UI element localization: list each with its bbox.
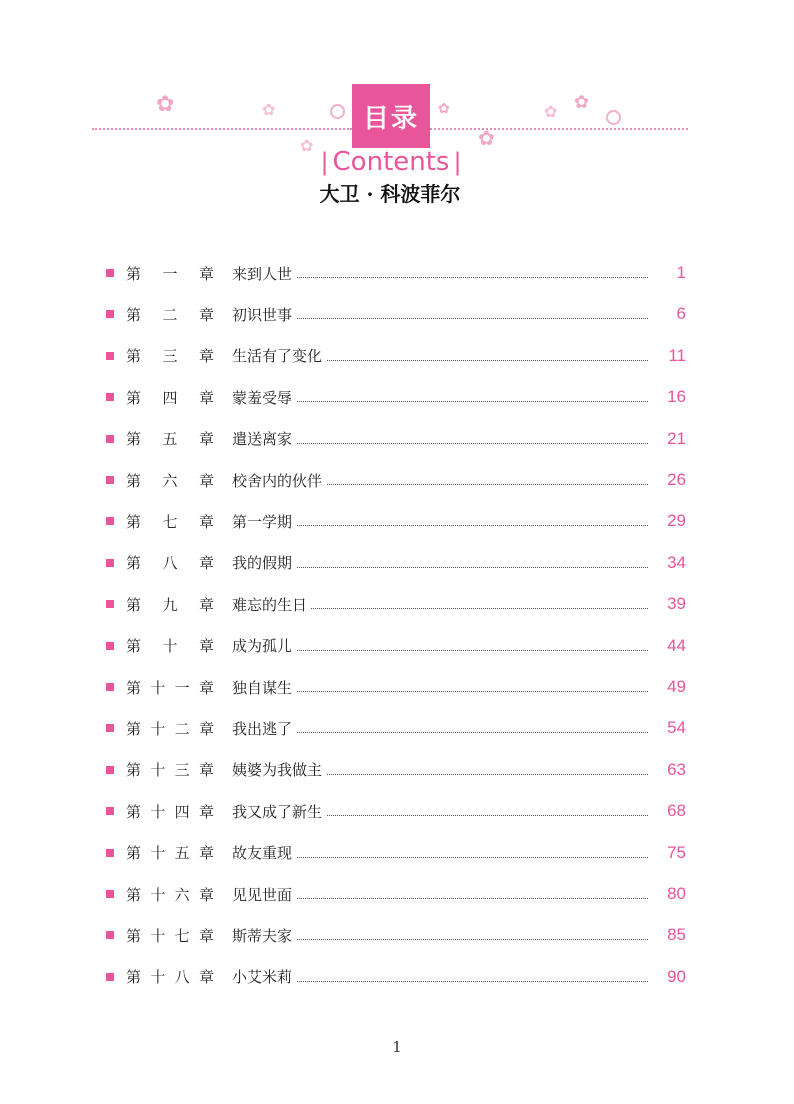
chapter-number	[126, 304, 214, 325]
chapter-title: 校舍内的伙伴	[232, 470, 326, 491]
ring-icon	[606, 110, 621, 125]
toc-entry[interactable]	[0, 838, 794, 868]
chapter-char: 十	[162, 637, 178, 656]
chapter-char: 一	[174, 678, 190, 697]
dotted-divider-left	[92, 128, 352, 130]
chapter-number	[126, 594, 214, 615]
bullet-square-icon	[106, 393, 114, 401]
chapter-title: 我的假期	[232, 552, 296, 573]
toc-entry[interactable]	[0, 589, 794, 619]
chapter-title: 见见世面	[232, 884, 296, 905]
bullet-square-icon	[106, 931, 114, 939]
page-number: 1	[392, 1038, 402, 1056]
chapter-char: 章	[198, 305, 214, 324]
bullet-square-icon	[106, 435, 114, 443]
chapter-char: 八	[162, 554, 178, 573]
chapter-char: 章	[198, 388, 214, 407]
flower-icon: ✿	[300, 136, 314, 155]
chapter-char: 章	[198, 264, 214, 283]
chapter-char: 第	[126, 595, 142, 614]
chapter-char: 三	[162, 347, 178, 366]
page-number-link: 49	[667, 677, 686, 696]
chapter-char: 四	[162, 388, 178, 407]
page-number-link: 16	[667, 387, 686, 407]
chapter-char: 第	[126, 802, 142, 821]
page-number-link: 21	[667, 428, 686, 448]
chapter-char: 十	[150, 719, 166, 738]
chapter-title: 故友重现	[232, 842, 296, 863]
chapter-char: 章	[198, 430, 214, 449]
chapter-char: 章	[198, 637, 214, 656]
toc-entry[interactable]	[0, 506, 794, 536]
chapter-char: 九	[162, 595, 178, 614]
toc-entry[interactable]	[0, 796, 794, 826]
chapter-char: 第	[126, 719, 142, 738]
contents-label: Contents	[332, 147, 450, 177]
bullet-square-icon	[106, 890, 114, 898]
chapter-char: 四	[174, 802, 190, 821]
chapter-char: 章	[198, 926, 214, 945]
chapter-char: 二	[174, 719, 190, 738]
chapter-char: 三	[174, 761, 190, 780]
chapter-char: 十	[150, 885, 166, 904]
toc-entry[interactable]	[0, 299, 794, 329]
chapter-title: 蒙羞受辱	[232, 387, 296, 408]
toc-entry[interactable]	[0, 755, 794, 785]
bullet-square-icon	[106, 807, 114, 815]
chapter-char: 第	[126, 264, 142, 283]
toc-entry[interactable]	[0, 341, 794, 371]
chapter-number	[126, 801, 214, 822]
page-number-link: 11	[668, 345, 686, 365]
chapter-title: 第一学期	[232, 511, 296, 532]
page-number-link: 44	[667, 635, 686, 655]
page-number-link: 75	[667, 842, 686, 862]
bullet-square-icon	[106, 352, 114, 360]
chapter-title: 难忘的生日	[232, 594, 311, 615]
chapter-number	[126, 511, 214, 532]
flower-icon: ✿	[478, 126, 495, 150]
page-number-link: 85	[667, 925, 686, 945]
chapter-char: 章	[198, 844, 214, 863]
divider-bar: |	[320, 148, 329, 176]
page-number-link: 90	[667, 966, 686, 986]
page-number-link: 39	[667, 594, 686, 614]
chapter-title: 独自谋生	[232, 677, 296, 698]
chapter-char: 第	[126, 554, 142, 573]
page-title: 目录	[352, 84, 430, 148]
bullet-square-icon	[106, 973, 114, 981]
page-number-link: 54	[667, 718, 686, 738]
chapter-char: 第	[126, 512, 142, 531]
chapter-char: 第	[126, 678, 142, 697]
chapter-char: 章	[198, 761, 214, 780]
flower-icon: ✿	[438, 101, 450, 117]
divider-bar: |	[453, 148, 462, 176]
page-number-link: 34	[667, 552, 686, 572]
chapter-number	[126, 925, 214, 946]
chapter-char: 七	[162, 512, 178, 531]
chapter-title: 姨婆为我做主	[232, 759, 326, 780]
ring-icon	[330, 104, 345, 119]
bullet-square-icon	[106, 476, 114, 484]
chapter-char: 章	[198, 512, 214, 531]
chapter-title: 初识世事	[232, 304, 296, 325]
chapter-number	[126, 552, 214, 573]
chapter-char: 第	[126, 471, 142, 490]
contents-subtitle	[318, 146, 464, 178]
book-title: 大卫 · 科波菲尔	[319, 182, 461, 206]
toc-entry[interactable]	[0, 382, 794, 412]
chapter-char: 第	[126, 637, 142, 656]
chapter-char: 第	[126, 430, 142, 449]
bullet-square-icon	[106, 724, 114, 732]
chapter-char: 十	[150, 926, 166, 945]
dotted-divider-right	[430, 128, 688, 130]
page-number-link: 6	[676, 304, 686, 324]
toc-entry[interactable]	[0, 465, 794, 495]
chapter-char: 章	[198, 554, 214, 573]
toc-entry[interactable]	[0, 424, 794, 454]
page-number-link: 63	[667, 759, 686, 779]
chapter-char: 五	[174, 844, 190, 863]
flower-icon: ✿	[262, 100, 276, 119]
chapter-number	[126, 387, 214, 408]
chapter-char: 章	[198, 347, 214, 366]
chapter-number	[126, 470, 214, 491]
chapter-char: 第	[126, 388, 142, 407]
chapter-char: 十	[150, 844, 166, 863]
chapter-title: 成为孤儿	[232, 635, 296, 656]
chapter-char: 章	[198, 595, 214, 614]
chapter-char: 章	[198, 719, 214, 738]
chapter-char: 第	[126, 347, 142, 366]
toc-entry[interactable]	[0, 258, 794, 288]
toc-entry[interactable]	[0, 879, 794, 909]
chapter-number	[126, 635, 214, 656]
chapter-char: 八	[174, 968, 190, 987]
chapter-char: 十	[150, 678, 166, 697]
bullet-square-icon	[106, 642, 114, 650]
toc-entry[interactable]	[0, 713, 794, 743]
chapter-char: 章	[198, 471, 214, 490]
bullet-square-icon	[106, 683, 114, 691]
chapter-char: 章	[198, 802, 214, 821]
chapter-number	[126, 718, 214, 739]
chapter-char: 六	[162, 471, 178, 490]
page-number-link: 29	[667, 511, 686, 531]
chapter-number	[126, 428, 214, 449]
chapter-title: 小艾米莉	[232, 966, 296, 987]
chapter-char: 第	[126, 305, 142, 324]
chapter-number	[126, 884, 214, 905]
chapter-char: 章	[198, 678, 214, 697]
chapter-char: 六	[174, 885, 190, 904]
bullet-square-icon	[106, 559, 114, 567]
chapter-title: 来到人世	[232, 263, 296, 284]
bullet-square-icon	[106, 766, 114, 774]
chapter-number	[126, 263, 214, 284]
chapter-char: 十	[150, 968, 166, 987]
flower-icon: ✿	[574, 92, 590, 113]
flower-icon: ✿	[544, 102, 558, 121]
page-number-link: 26	[667, 470, 686, 489]
chapter-number	[126, 345, 214, 366]
chapter-char: 二	[162, 305, 178, 324]
chapter-number	[126, 842, 214, 863]
chapter-title: 生活有了变化	[232, 345, 326, 366]
chapter-char: 七	[174, 926, 190, 945]
flower-icon: ✿	[156, 92, 175, 117]
chapter-char: 章	[198, 885, 214, 904]
toc-header	[0, 0, 794, 230]
toc-entry[interactable]	[0, 631, 794, 661]
bullet-square-icon	[106, 310, 114, 318]
chapter-number	[126, 759, 214, 780]
chapter-title: 我又成了新生	[232, 801, 326, 822]
chapter-char: 第	[126, 926, 142, 945]
chapter-char: 五	[162, 430, 178, 449]
toc-entry[interactable]	[0, 962, 794, 992]
chapter-char: 一	[162, 264, 178, 283]
chapter-char: 第	[126, 761, 142, 780]
chapter-char: 十	[150, 802, 166, 821]
chapter-char: 第	[126, 885, 142, 904]
bullet-square-icon	[106, 269, 114, 277]
page-number-link: 80	[667, 884, 686, 903]
page-number-link: 1	[676, 263, 686, 282]
chapter-title: 我出逃了	[232, 718, 296, 739]
toc-entry[interactable]	[0, 548, 794, 578]
chapter-number	[126, 966, 214, 987]
chapter-title: 遣送离家	[232, 428, 296, 449]
chapter-char: 第	[126, 968, 142, 987]
bullet-square-icon	[106, 849, 114, 857]
chapter-char: 十	[150, 761, 166, 780]
chapter-number	[126, 677, 214, 698]
page-number-link: 68	[667, 801, 686, 821]
chapter-char: 章	[198, 968, 214, 987]
chapter-title: 斯蒂夫家	[232, 925, 296, 946]
chapter-char: 第	[126, 844, 142, 863]
bullet-square-icon	[106, 517, 114, 525]
toc-entry[interactable]	[0, 672, 794, 702]
toc-entry[interactable]	[0, 920, 794, 950]
bullet-square-icon	[106, 600, 114, 608]
